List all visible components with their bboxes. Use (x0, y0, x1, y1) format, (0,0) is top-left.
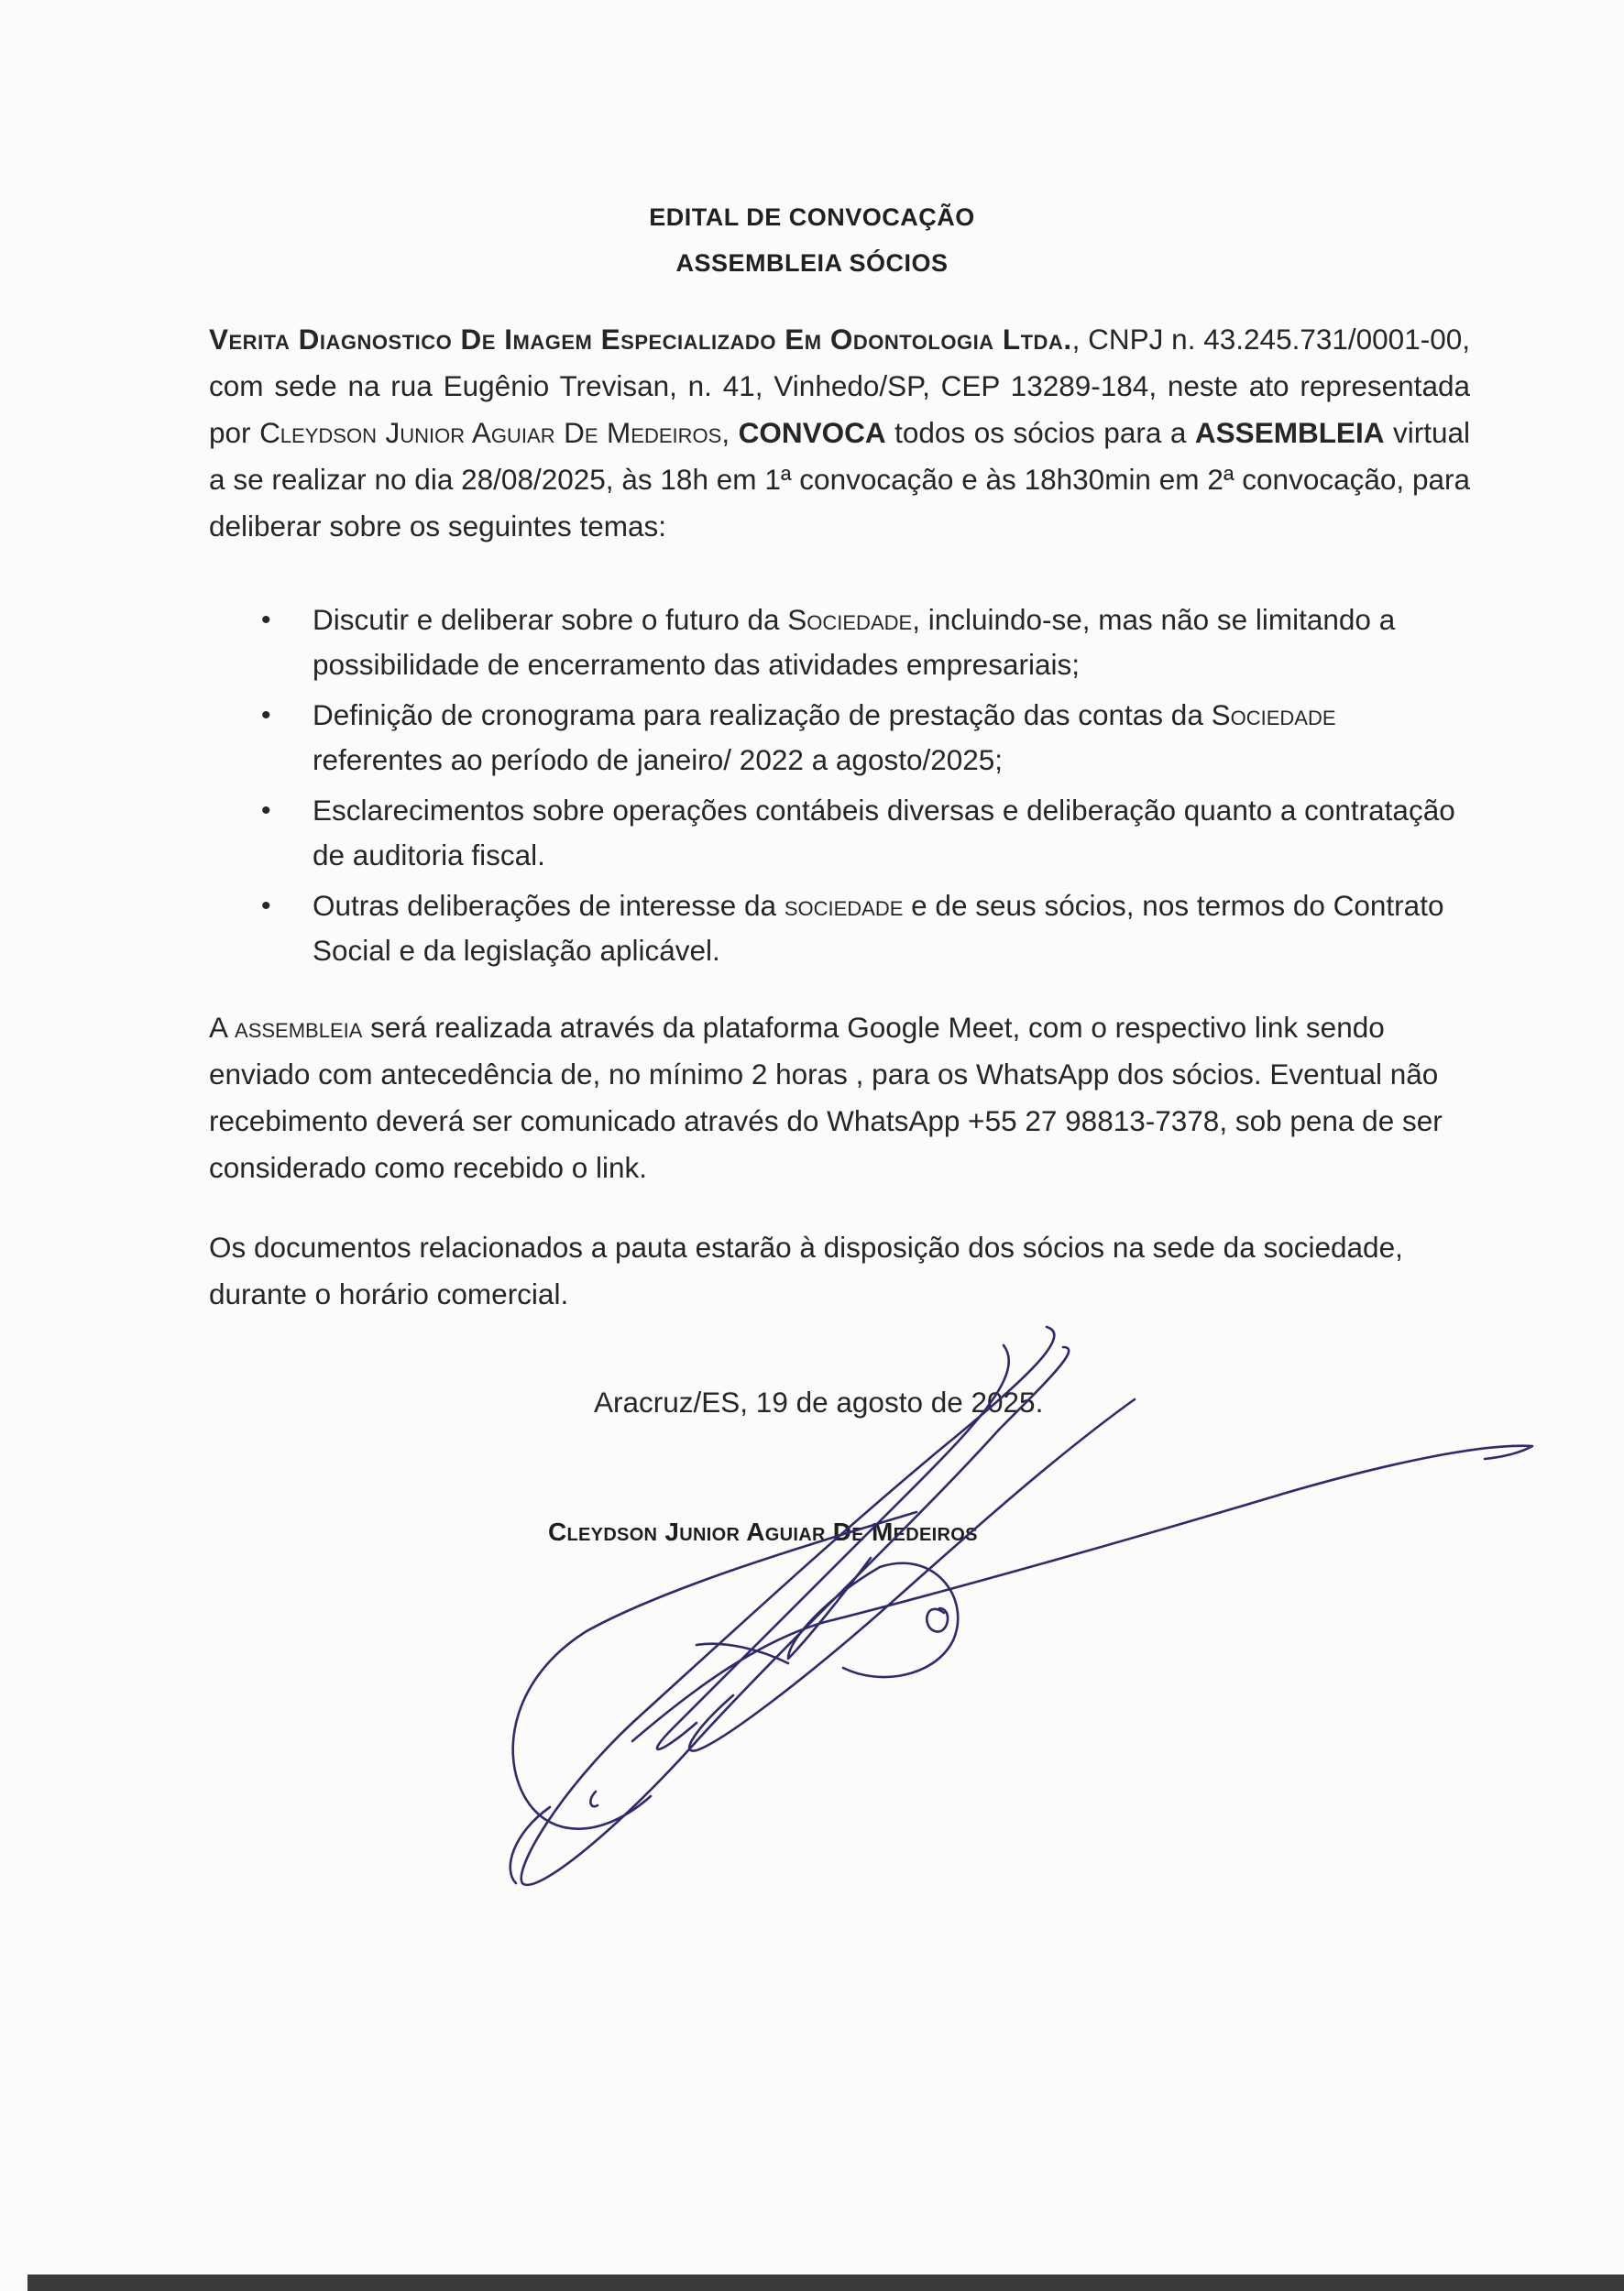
bullet-icon: • (261, 605, 271, 635)
documents-paragraph: Os documentos relacionados a pauta estarão à disposição dos sócios na sede da sociedade, durante o horário comercial. (209, 1231, 1403, 1310)
topic-text: Esclarecimentos sobre operações contábeis diversas e deliberação quanto a contratação de auditoria fiscal. (313, 794, 1455, 871)
bullet-icon: • (261, 891, 271, 921)
intro-text-2: , (721, 416, 739, 449)
meeting-paragraph (209, 1004, 1470, 1191)
list-item (261, 693, 1471, 783)
meeting-smallcaps: assembleia (235, 1011, 363, 1044)
intro-text-1: , CNPJ n. 43.245.731/0001-00, com sede na rua Eugênio Trevisan, n. 41, Vinhedo/SP, CEP 13289-184, neste ato representada por (209, 323, 1470, 449)
topic-text: Discutir e deliberar sobre o futuro da (313, 603, 788, 636)
assembleia-word: ASSEMBLEIA (1194, 416, 1385, 449)
intro-text-3: todos os sócios para a (885, 416, 1195, 449)
page-bottom-edge (27, 2275, 1624, 2291)
list-item (261, 883, 1471, 973)
topic-smallcaps: Sociedade (787, 603, 913, 636)
topic-smallcaps: sociedade (784, 889, 904, 922)
topic-text: Outras deliberações de interesse da (313, 889, 785, 922)
list-item (261, 597, 1471, 687)
place-date: Aracruz/ES, 19 de agosto de 2025. (594, 1386, 1044, 1419)
bullet-icon: • (261, 795, 271, 826)
topic-text-end: referentes ao período de janeiro/ 2022 a agosto/2025; (313, 743, 1004, 776)
topic-smallcaps: Sociedade (1211, 698, 1336, 731)
document-title: EDITAL DE CONVOCAÇÃO (649, 203, 975, 231)
list-item (261, 788, 1471, 878)
meeting-text-end: será realizada através da plataforma Google Meet, com o respectivo link sendo enviado com antecedência de, no mínimo 2 horas , para os WhatsApp dos sócios. Eventual não recebimento deverá ser comunicado através do WhatsApp +55 27 98813-7378, sob pena de ser considerado como recebido o link. (209, 1011, 1443, 1184)
topic-text-end: , incluindo-se, mas não se limitando a possibilidade de encerramento das atividades empresariais; (313, 603, 1396, 681)
bullet-icon: • (261, 700, 271, 730)
representative-name: Cleydson Junior Aguiar De Medeiros (259, 416, 722, 449)
intro-paragraph (209, 316, 1470, 550)
signer-name: Cleydson Junior Aguiar De Medeiros (548, 1518, 978, 1546)
intro-text-4: virtual a se realizar no dia 28/08/2025, às 18h em 1ª convocação e às 18h30min em 2ª convocação, para deliberar sobre os seguintes temas: (209, 416, 1470, 543)
topic-text-end: e de seus sócios, nos termos do Contrato Social e da legislação aplicável. (313, 889, 1444, 967)
topic-text: Definição de cronograma para realização de prestação das contas da (313, 698, 1212, 731)
topics-list (261, 597, 1471, 979)
convoca-word: CONVOCA (738, 416, 886, 449)
meeting-text: A (209, 1011, 236, 1044)
document-subtitle: ASSEMBLEIA SÓCIOS (675, 249, 949, 277)
company-name: Verita Diagnostico De Imagem Especializado Em Odontologia Ltda. (209, 323, 1072, 356)
